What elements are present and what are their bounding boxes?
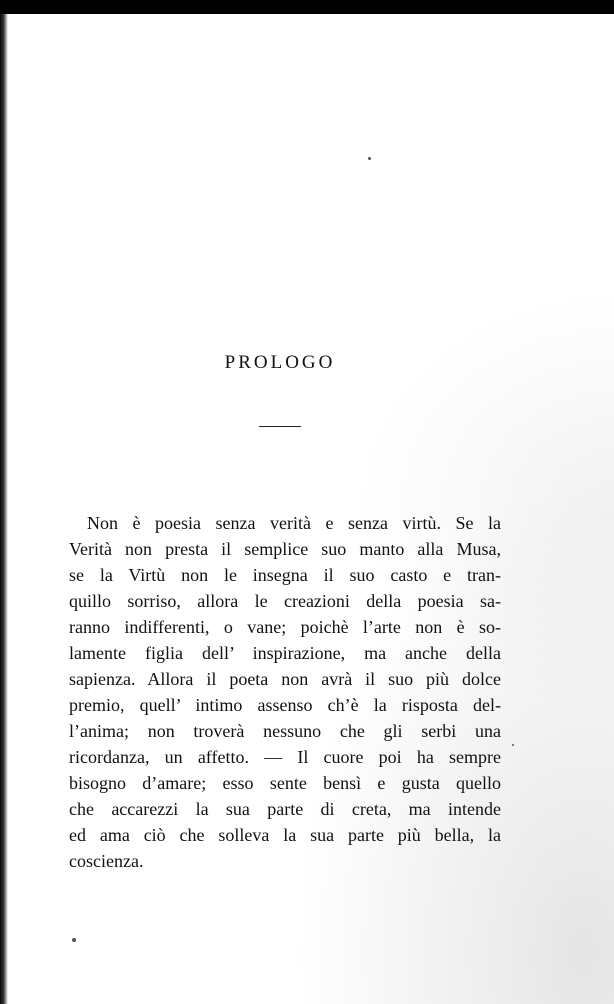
text-line: ranno indifferenti, o vane; poichè l’arte non è so- [69, 617, 501, 637]
text-line: ed ama ciò che solleva la sua parte più bella, la [69, 825, 501, 845]
scan-top-border [0, 0, 614, 14]
text-line: Non è poesia senza verità e senza virtù. Se la [87, 513, 501, 533]
scan-left-border [0, 14, 8, 1004]
text-line: ricordanza, un affetto. — Il cuore poi ha sempre [69, 747, 501, 767]
text-line: premio, quell’ intimo assenso ch’è la risposta del- [69, 695, 501, 715]
text-line: che accarezzi la sua parte di creta, ma intende [69, 799, 501, 819]
title-divider [259, 426, 301, 427]
paper-speck [368, 157, 371, 160]
prologue-paragraph [69, 510, 501, 874]
text-line: coscienza. [69, 851, 144, 871]
text-line: lamente figlia dell’ inspirazione, ma anche della [69, 643, 501, 663]
text-line: Verità non presta il semplice suo manto alla Musa, [69, 539, 501, 559]
text-line: bisogno d’amare; esso sente bensì e gusta quello [69, 773, 501, 793]
chapter-title: PROLOGO [224, 352, 336, 373]
paper-speck [72, 938, 76, 942]
text-line: sapienza. Allora il poeta non avrà il suo più dolce [69, 669, 501, 689]
paper-speck [512, 744, 514, 746]
text-line: se la Virtù non le insegna il suo casto e tran- [69, 565, 501, 585]
text-line: quillo sorriso, allora le creazioni della poesia sa- [69, 591, 501, 611]
text-line: l’anima; non troverà nessuno che gli serbi una [69, 721, 501, 741]
